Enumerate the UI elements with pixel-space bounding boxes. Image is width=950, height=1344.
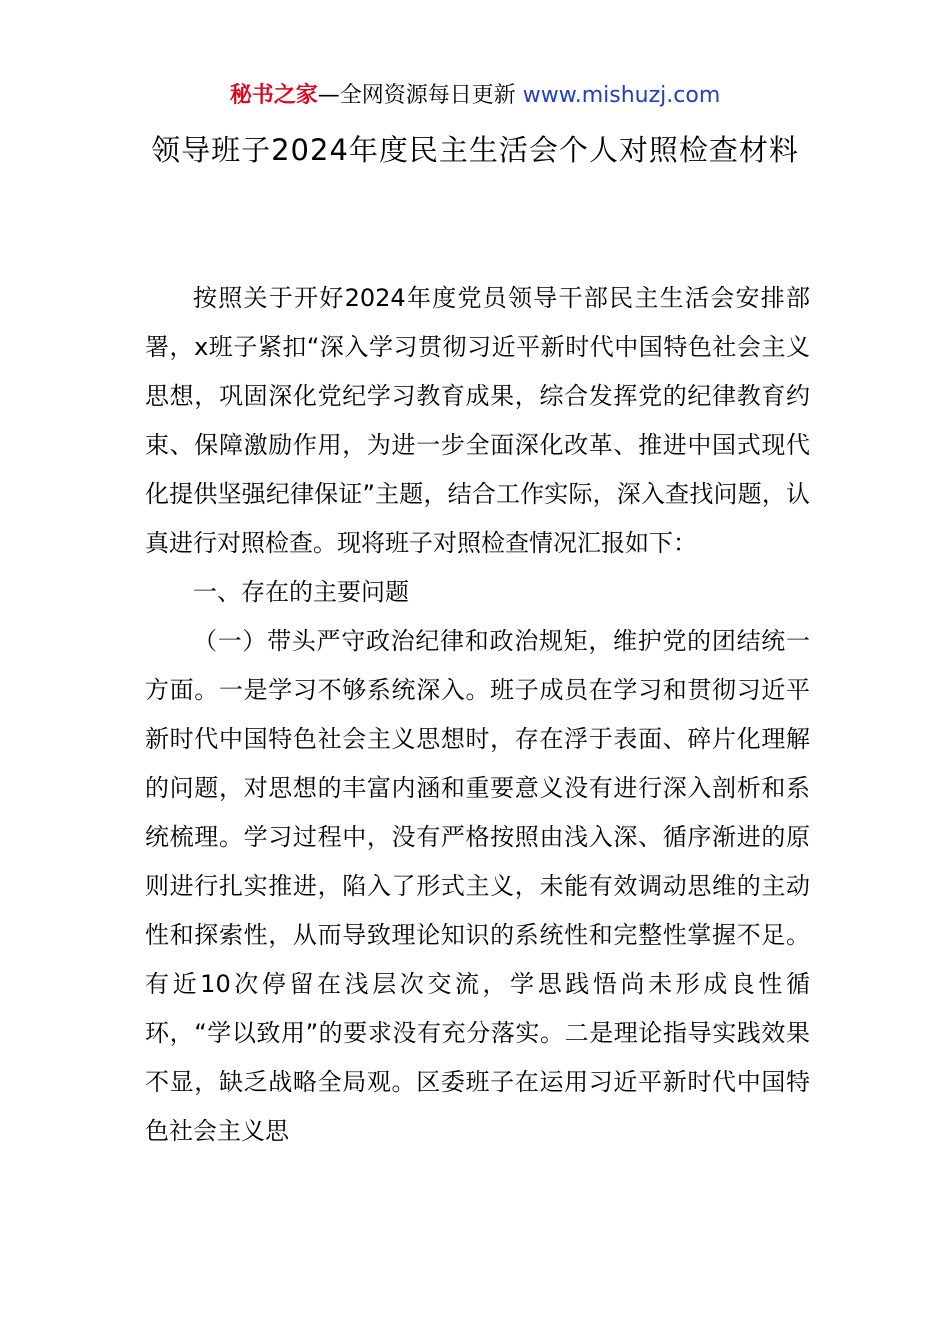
document-body [145,274,810,1156]
section-heading: 一、存在的主要问题 [193,578,409,606]
brand-name: 秘书之家 [229,83,318,108]
body-paragraph: （一）带头严守政治纪律和政治规矩，维护党的团结统一方面。一是学习不够系统深入。班子成员在学习和贯彻习近平新时代中国特色社会主义思想时，存在浮于表面、碎片化理解的问题，对思想的丰富内涵和重要意义没有进行深入剖析和系统梳理。学习过程中，没有严格按照由浅入深、循序渐进的原则进行扎实推进，陷入了形式主义，未能有效调动思维的主动性和探索性，从而导致理论知识的系统性和完整性掌握不足。有近10次停留在浅层次交流，学思践悟尚未形成良性循环，“学以致用”的要求没有充分落实。二是理论指导实践效果不显，缺乏战略全局观。区委班子在运用习近平新时代中国特色社会主义思 [145,627,810,1145]
document-title: 领导班子2024年度民主生活会个人对照检查材料 [151,133,799,167]
header-tagline: —全网资源每日更新 [317,83,523,108]
website-link[interactable]: www.mishuzj.com [522,83,721,108]
site-watermark-header [0,80,950,112]
intro-paragraph: 按照关于开好2024年度党员领导干部民主生活会安排部署，x班子紧扣“深入学习贯彻习近平新时代中国特色社会主义思想，巩固深化党纪学习教育成果，综合发挥党的纪律教育约束、保障激励作用，为进一步全面深化改革、推进中国式现代化提供坚强纪律保证”主题，结合工作实际，深入查找问题，认真进行对照检查。现将班子对照检查情况汇报如下： [145,284,810,557]
